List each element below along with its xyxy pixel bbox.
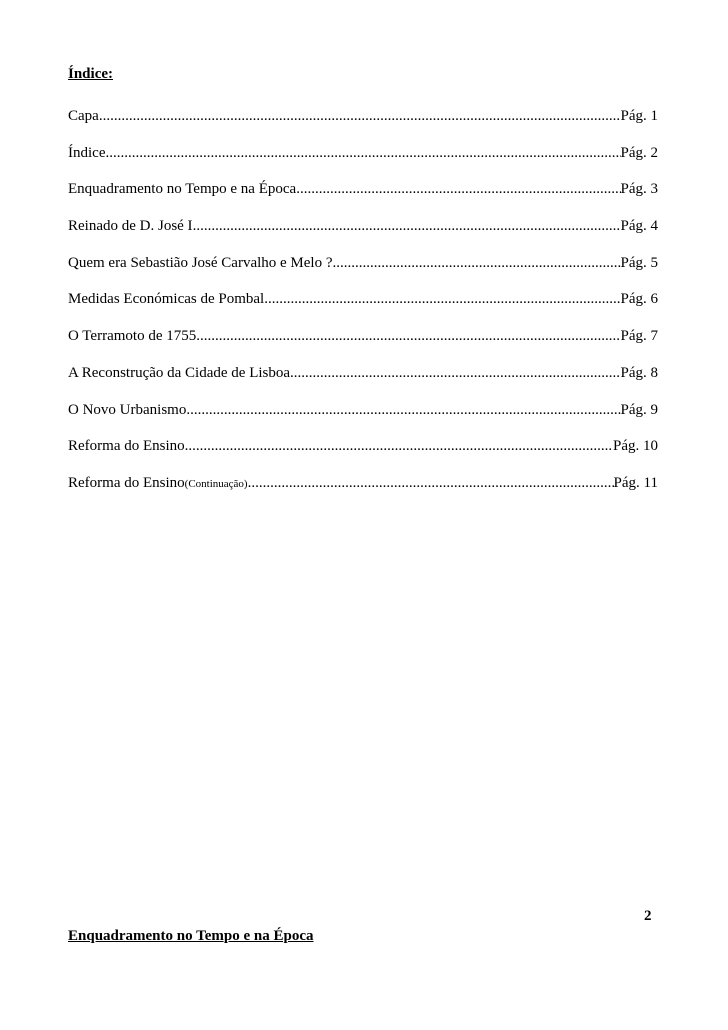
toc-entry-page: Pág. 3 (620, 181, 658, 198)
toc-dot-leader (193, 216, 621, 236)
toc-entry-label: Índice (68, 144, 106, 161)
next-section-heading: Enquadramento no Tempo e na Época (68, 928, 314, 944)
toc-entry-capa[interactable] (68, 106, 658, 143)
toc-dot-leader (186, 400, 620, 420)
toc-entry-enquadramento[interactable] (68, 179, 658, 216)
toc-title: Índice: (68, 66, 113, 82)
toc-entry-label: O Terramoto de 1755 (68, 328, 197, 345)
toc-entry-page: Pág. 8 (620, 364, 658, 381)
toc-entry-page: Pág. 11 (613, 474, 658, 491)
toc-entry-label: A Reconstrução da Cidade de Lisboa (68, 364, 291, 381)
toc-entry-label: Capa (68, 108, 99, 124)
toc-entry-page: Pág. 6 (620, 291, 658, 308)
toc-entry-label: Reinado de D. José I (68, 218, 193, 235)
toc-entry-reforma-ensino[interactable] (68, 436, 658, 473)
toc-entry-medidas[interactable] (68, 289, 658, 326)
toc-entry-urbanismo[interactable] (68, 400, 658, 437)
toc-dot-leader (290, 363, 620, 383)
toc-entry-page: Pág. 4 (620, 218, 658, 235)
toc-entry-indice[interactable] (68, 143, 658, 180)
toc-entry-page: Pág. 7 (620, 328, 658, 345)
toc-dot-leader (196, 326, 620, 346)
toc-entry-label: Reforma do Ensino (68, 474, 185, 491)
toc-entry-page: Pág. 2 (620, 144, 658, 161)
toc-entry-label: Quem era Sebastião José Carvalho e Melo ? (68, 254, 333, 271)
toc-dot-leader (105, 143, 620, 163)
toc-entry-reconstrucao[interactable] (68, 363, 658, 400)
toc-entry-page: Pág. 1 (620, 108, 658, 124)
toc-entry-page: Pág. 5 (620, 254, 658, 271)
toc-dot-leader (296, 179, 620, 199)
toc-entry-label: Enquadramento no Tempo e na Época (68, 181, 297, 198)
toc-entry-label: O Novo Urbanismo (68, 401, 187, 418)
toc-entry-note: (Continuação) (184, 477, 248, 490)
toc-dot-leader (333, 253, 621, 273)
toc-entry-terramoto[interactable] (68, 326, 658, 363)
toc-entry-reforma-ensino-continuacao[interactable] (68, 473, 658, 510)
toc-dot-leader (264, 289, 620, 309)
toc-entry-page: Pág. 10 (613, 438, 658, 455)
toc-dot-leader (185, 436, 613, 456)
toc-list (68, 106, 658, 510)
toc-entry-reinado[interactable] (68, 216, 658, 253)
toc-dot-leader (248, 473, 614, 493)
toc-entry-page: Pág. 9 (620, 401, 658, 418)
toc-dot-leader (99, 106, 621, 126)
toc-entry-quem-era[interactable] (68, 253, 658, 290)
toc-entry-label: Medidas Económicas de Pombal (68, 291, 265, 308)
toc-entry-label: Reforma do Ensino (68, 438, 185, 455)
page-number: 2 (644, 908, 652, 924)
